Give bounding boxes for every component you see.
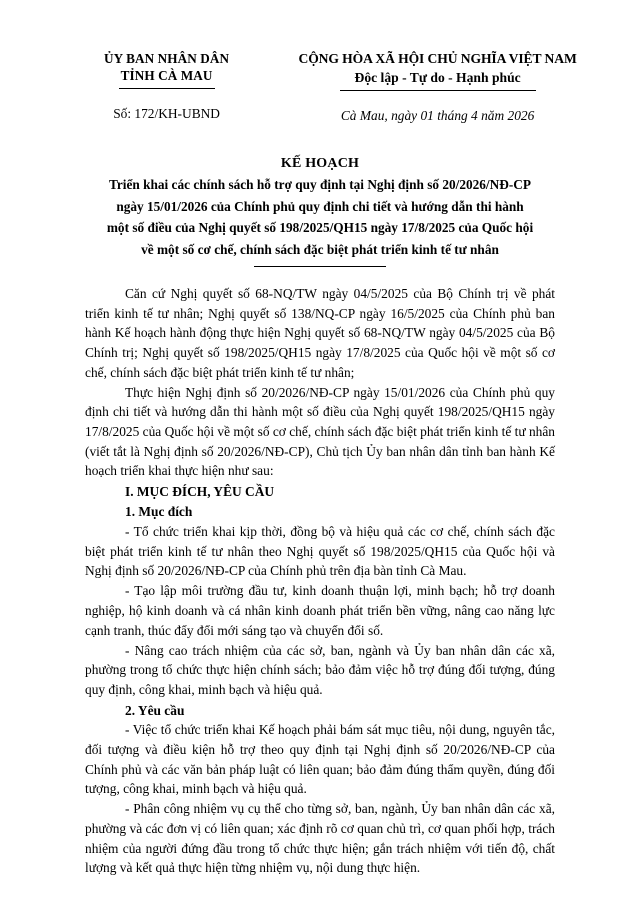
yeu-cau-bullet-2: - Phân công nhiệm vụ cụ thể cho từng sở, ban, ngành, Ủy ban nhân dân các xã, phường và các đơn vị có liên quan; xác định rõ cơ quan chủ trì, cơ quan phối hợp, trách nhiệm của người đứng đầu trong tổ chức thực hiện; gắn trách nhiệm với tiến độ, chất lượng và kết quả thực hiện từng nhiệm vụ, nội dung thực hiện. [85, 801, 555, 876]
national-heading-block [275, 50, 600, 125]
place-and-date: Cà Mau, ngày 01 tháng 4 năm 2026 [340, 108, 535, 124]
issuing-authority-line-1: ỦY BAN NHÂN DÂN [103, 51, 230, 66]
title-underline [254, 266, 386, 267]
section-heading-1: I. MỤC ĐÍCH, YÊU CẦU [125, 483, 275, 499]
muc-dich-bullet-1: - Tổ chức triển khai kịp thời, đồng bộ và hiệu quả các cơ chế, chính sách đặc biệt phát triển kinh tế tư nhân theo Nghị quyết số 198/2025/QH15 của Quốc hội và Nghị định số 20/2026/NĐ-CP của Chính phủ trên địa bàn tỉnh Cà Mau. [85, 524, 555, 579]
document-type: KẾ HOẠCH [280, 155, 360, 171]
document-number: Số: 172/KH-UBND [113, 105, 220, 121]
subsection-heading-yeu-cau: 2. Yêu cầu [125, 702, 185, 718]
motto-underline [340, 90, 536, 91]
national-title: CỘNG HÒA XÃ HỘI CHỦ NGHĨA VIỆT NAM [298, 51, 577, 66]
title-block [0, 155, 640, 268]
document-title-line-1: Triển khai các chính sách hỗ trợ quy định tại Nghị định số 20/2026/NĐ-CP [109, 177, 531, 193]
issuing-authority-line-2: TỈNH CÀ MAU [120, 68, 213, 84]
subsection-heading-muc-dich: 1. Mục đích [125, 504, 193, 520]
document-title-line-4: về một số cơ chế, chính sách đặc biệt phát triển kinh tế tư nhân [141, 241, 499, 257]
preamble-paragraph-1: Căn cứ Nghị quyết số 68-NQ/TW ngày 04/5/2025 của Bộ Chính trị về phát triển kinh tế tư nhân; Nghị quyết số 138/NQ-CP ngày 16/5/2025 của Chính phủ ban hành Kế hoạch hành động thực hiện Nghị quyết số 68-NQ/TW ngày 04/5/2025 của Bộ Chính trị; Nghị quyết số 198/2025/QH15 ngày 17/8/2025 của Quốc hội về một số cơ chế, chính sách đặc biệt phát triển kinh tế tư nhân; [85, 286, 555, 380]
authority-underline [119, 88, 215, 89]
national-motto: Độc lập - Tự do - Hạnh phúc [354, 69, 521, 85]
document-title-line-2: ngày 15/01/2026 của Chính phủ quy định chi tiết và hướng dẫn thi hành [116, 198, 524, 214]
yeu-cau-bullet-1: - Việc tổ chức triển khai Kế hoạch phải bám sát mục tiêu, nội dung, nguyên tắc, đối tượng và điều kiện hỗ trợ theo quy định tại Nghị định số 20/2026/NĐ-CP của Chính phủ và các văn bản pháp luật có liên quan; bảo đảm đúng thẩm quyền, đúng đối tượng, công khai, minh bạch và hiệu quả. [85, 722, 555, 797]
preamble-paragraph-2: Thực hiện Nghị định số 20/2026/NĐ-CP ngày 15/01/2026 của Chính phủ quy định chi tiết và hướng dẫn thi hành một số điều của Nghị quyết 198/2025/QH15 ngày 17/8/2025 của Quốc hội về một số cơ chế, chính sách đặc biệt phát triển kinh tế tư nhân (viết tắt là Nghị định số 20/2026/NĐ-CP), Chủ tịch Ủy ban nhân dân tỉnh ban hành Kế hoạch triển khai thực hiện như sau: [85, 384, 555, 479]
document-title-line-3: một số điều của Nghị quyết số 198/2025/QH15 ngày 17/8/2025 của Quốc hội [106, 220, 534, 236]
document-body [0, 284, 640, 878]
issuing-authority-block [40, 50, 275, 122]
muc-dich-bullet-2: - Tạo lập môi trường đầu tư, kinh doanh thuận lợi, minh bạch; hỗ trợ doanh nghiệp, hộ kinh doanh và cá nhân kinh doanh phát triển bền vững, nâng cao năng lực cạnh tranh, thúc đẩy đổi mới sáng tạo và chuyển đổi số. [85, 583, 555, 638]
document-header [0, 0, 640, 125]
muc-dich-bullet-3: - Nâng cao trách nhiệm của các sở, ban, ngành và Ủy ban nhân dân các xã, phường trong tổ chức thực hiện chính sách; bảo đảm việc hỗ trợ đúng đối tượng, đúng quy định, công khai, minh bạch và hiệu quả. [85, 642, 555, 698]
